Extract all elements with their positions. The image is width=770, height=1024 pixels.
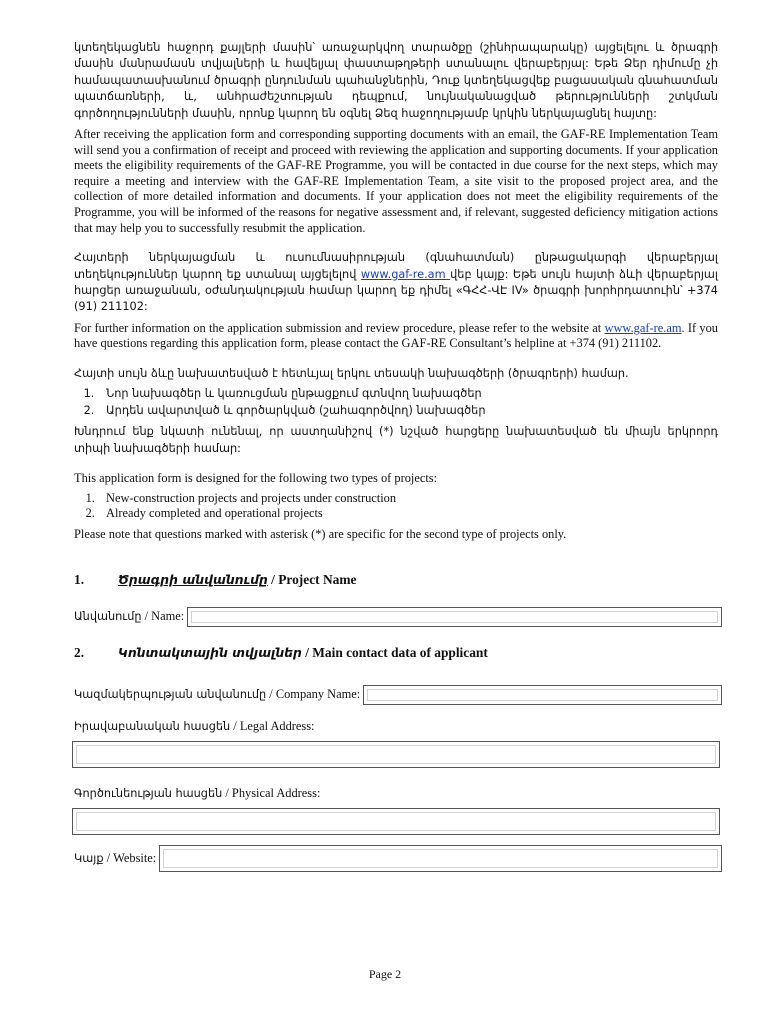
section-2-number: 2. [74, 645, 85, 661]
procedure-text-en-2: . If you have questions regarding this application form, please contact the GAF-RE Consultant’s helpline at +374 (91) 211102. [74, 320, 718, 351]
physical-address-input[interactable] [72, 808, 720, 835]
document-page [74, 40, 718, 872]
legal-address-input[interactable] [72, 741, 720, 768]
website-input[interactable] [159, 845, 722, 872]
procedure-paragraph-en [74, 321, 718, 352]
procedure-text-hy-1: Հայտերի ներկայացման և ուսումնասիրության (գնահատման) ընթացակարգի վերաբերյալ տեղեկություններ կարող եք ստանալ այցելելով [74, 251, 718, 281]
section-2-title-hy: Կոնտակտային տվյալներ [118, 645, 302, 661]
project-name-row [74, 607, 718, 627]
physical-address-label-hy: Գործունեության հասցեն [74, 786, 223, 800]
asterisk-note-en: Please note that questions marked with asterisk (*) are specific for the second type of projects only. [74, 526, 567, 541]
procedure-text-en-1: For further information on the application submission and review procedure, please refer to the website at [74, 320, 605, 335]
project-name-label [74, 609, 187, 625]
website-row [74, 845, 718, 872]
list-item: 2. Արդեն ավարտված և գործարկված (շահագործվող) նախագծեր [98, 403, 718, 419]
list-item: 1. New-construction projects and projects under construction [98, 491, 718, 507]
asterisk-note-hy: Խնդրում ենք նկատի ունենալ, որ աստղանիշով (*) նշված հարցերը նախատեսված են միայն երկրորդ տիպի նախագծերի համար: [74, 425, 718, 455]
section-1-number: 1. [74, 572, 85, 588]
section-1-heading [74, 572, 718, 588]
procedure-paragraph-hy [74, 250, 718, 316]
intro-paragraph-hy: կտեղեկացնեն հաջորդ քայլերի մասին՝ առաջարկվող տարածքը (շինհրապարակը) այցելելու և ծրագրի մասին մանրամասն տվյալների և հավելյալ փաստաթղթերի ստանալու վերաբերյալ: Եթե Ձեր դիմումը չի համապատասխանում ծրագրի ընդունման պահանջներին, Դուք կտեղեկացվեք բացասական գնահատման պատճառների, և, անհրաժեշտության դեպքում, նույնականացված թերությունների շտկման գործողությունների մասին, որոնք կարող են օգնել Ձեզ հաջողությամբ կրկին ներկայացնել հայտը: [74, 41, 718, 120]
section-1-title-en: / Project Name [267, 572, 357, 588]
website-link-hy[interactable]: www.gaf-re.am [360, 267, 451, 281]
project-types-intro-en: This application form is designed for the following two types of projects: [74, 471, 438, 486]
legal-address-label-en: / Legal Address: [230, 719, 315, 734]
project-name-label-hy: Անվանումը [74, 610, 142, 624]
section-2-heading [74, 645, 718, 661]
company-name-row [74, 685, 718, 705]
website-label-hy: Կայք [74, 851, 104, 865]
website-link-en[interactable]: www.gaf-re.am [604, 320, 682, 335]
company-name-label [74, 687, 363, 703]
legal-address-label-hy: Իրավաբանական հասցեն [74, 720, 231, 734]
section-1-title-hy: Ծրագրի անվանումը [118, 572, 268, 588]
intro-paragraph-en: After receiving the application form and corresponding supporting documents with an email, the GAF-RE Implementation Team will send you a confirmation of receipt and proceed with reviewing the application and supporting documents. If your application meets the eligibility requirements of the GAF-RE Programme, you will be contacted in due course for the next steps, which may require a meeting and interview with the GAF-RE Implementation Team, a site visit to the proposed project area, and the collection of more detailed information and documents. If your application does not meet the eligibility requirements of the Programme, you will be informed of the reasons for negative assessment and, if relevant, suggested deficiency mitigation actions that may help you to successfully resubmit the application. [74, 127, 718, 235]
project-types-list-hy [74, 386, 718, 419]
section-2-title-en: / Main contact data of applicant [301, 645, 488, 661]
project-name-label-en: / Name: [141, 609, 185, 624]
company-name-label-en: / Company Name: [266, 687, 361, 702]
physical-address-label-row [74, 786, 718, 802]
project-types-list-en [74, 491, 718, 522]
company-name-input[interactable] [363, 685, 722, 705]
physical-address-label [74, 786, 323, 802]
list-item: 1. Նոր նախագծեր և կառուցման ընթացքում գտնվող նախագծեր [98, 386, 718, 402]
website-label-en: / Website: [103, 850, 157, 865]
project-name-input[interactable] [187, 607, 722, 627]
list-item: 2. Already completed and operational projects [98, 506, 718, 522]
page-number: Page 2 [368, 967, 402, 981]
procedure-text-hy-2: վեբ կայք: Եթե սույն հայտի ձևի վերաբերյալ հարցեր առաջանան, օժանդակության համար կարող եք դիմել «ԳՀՀ-ՎԷ IV» ծրագրի խորհրդատուին՝ +374 (91) 211102: [74, 267, 718, 314]
company-name-label-hy: Կազմակերպության անվանումը [74, 688, 267, 702]
project-types-intro-hy: Հայտի սույն ձևը նախատեսված է հետևյալ երկու տեսակի նախագծերի (ծրագրերի) համար. [74, 367, 629, 380]
website-label [74, 851, 159, 867]
physical-address-label-en: / Physical Address: [222, 785, 321, 800]
legal-address-label [74, 719, 318, 735]
legal-address-label-row [74, 719, 718, 735]
